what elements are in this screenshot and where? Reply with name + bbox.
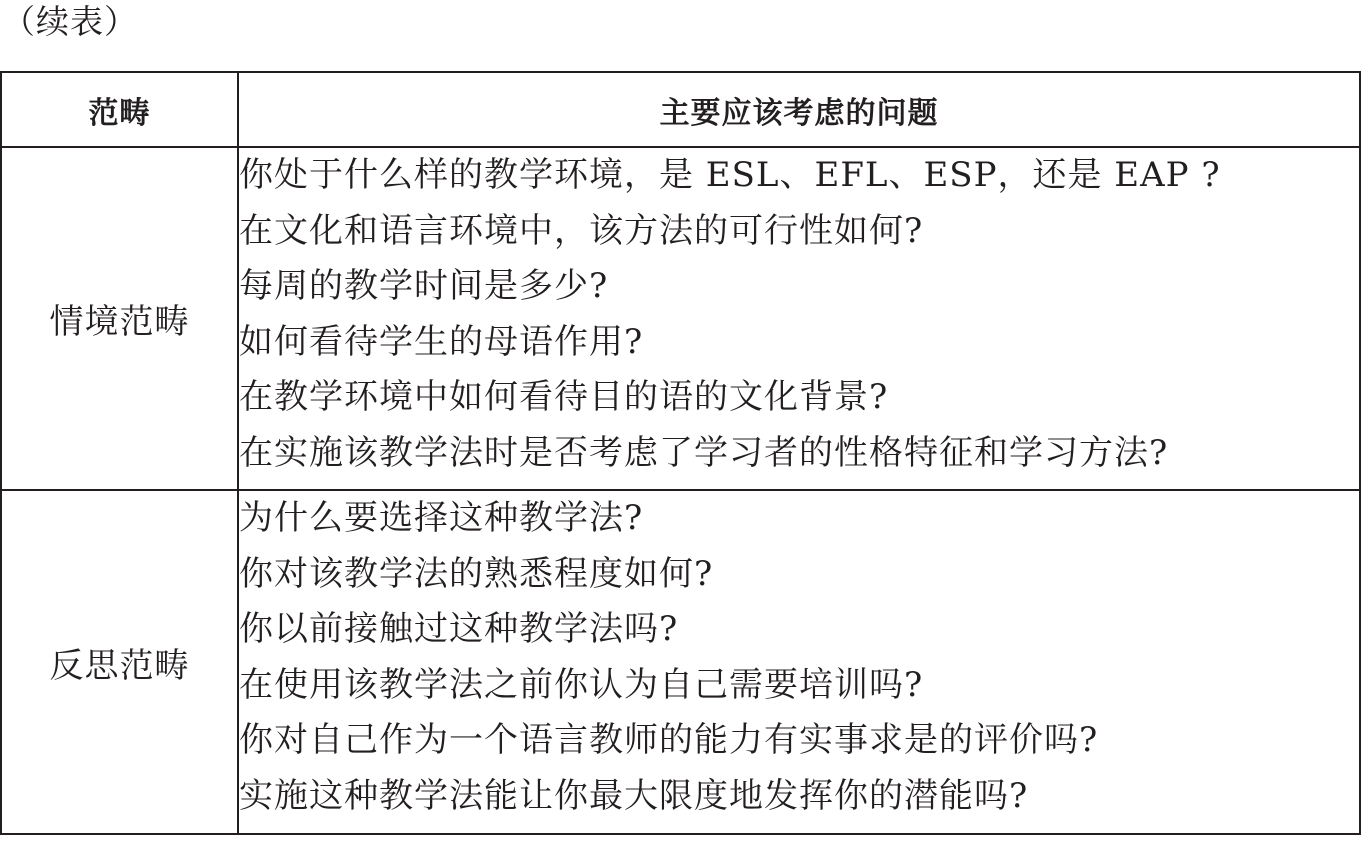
category-cell: 反思范畴 [1, 490, 238, 834]
question-item: 你以前接触过这种教学法吗? [239, 609, 679, 649]
questions-cell [238, 490, 1360, 834]
question-item: 你对该教学法的熟悉程度如何? [239, 553, 714, 594]
table-row [1, 147, 1360, 490]
question-item: 在使用该教学法之前你认为自己需要培训吗? [239, 664, 924, 705]
question-item: 在文化和语言环境中，该方法的可行性如何? [239, 210, 924, 251]
category-questions-table [0, 71, 1361, 835]
table-row [1, 490, 1360, 834]
question-item: 在实施该教学法时是否考虑了学习者的性格特征和学习方法? [239, 432, 1169, 473]
questions-cell [238, 147, 1360, 490]
table-caption: （续表） [2, 2, 138, 41]
question-item: 为什么要选择这种教学法? [239, 498, 644, 538]
question-item: 如何看待学生的母语作用? [239, 321, 644, 362]
header-category: 范畴 [1, 72, 238, 147]
question-item: 你处于什么样的教学环境，是 ESL、EFL、ESP，还是 EAP ? [239, 155, 1221, 195]
header-questions: 主要应该考虑的问题 [238, 72, 1360, 147]
table-header-row [1, 72, 1360, 147]
question-item: 每周的教学时间是多少? [239, 266, 609, 306]
category-cell: 情境范畴 [1, 147, 238, 490]
question-item: 在教学环境中如何看待目的语的文化背景? [239, 377, 889, 417]
question-item: 实施这种教学法能让你最大限度地发挥你的潜能吗? [239, 775, 1029, 816]
question-item: 你对自己作为一个语言教师的能力有实事求是的评价吗? [239, 720, 1099, 760]
